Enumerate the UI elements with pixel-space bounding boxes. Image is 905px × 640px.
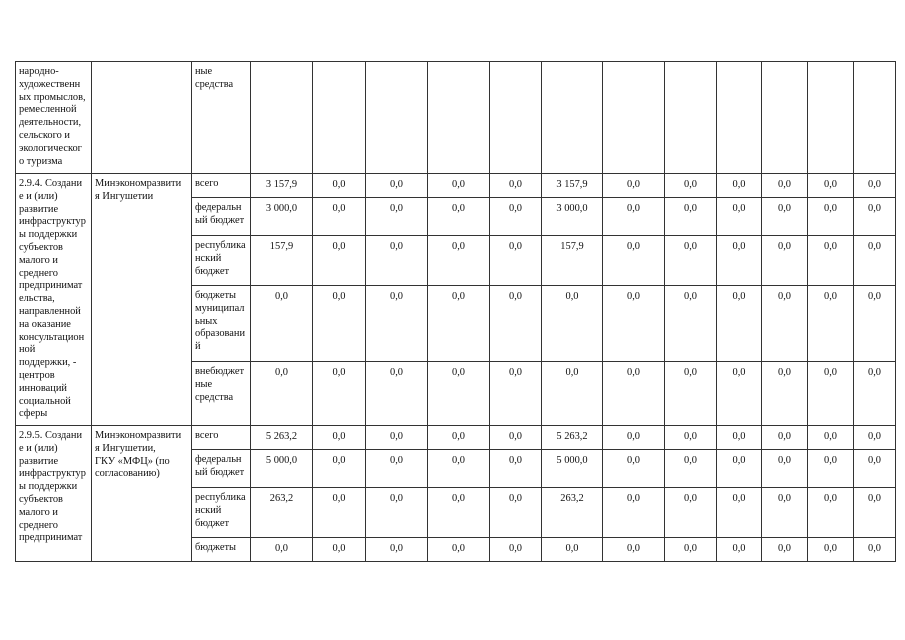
value-cell: 0,0 bbox=[428, 174, 490, 198]
funding-source-cell: всего bbox=[192, 174, 251, 198]
value-cell: 0,0 bbox=[603, 286, 665, 362]
value-cell: 0,0 bbox=[762, 538, 808, 562]
value-cell: 0,0 bbox=[313, 426, 366, 450]
value-cell: 0,0 bbox=[490, 362, 542, 426]
value-cell: 0,0 bbox=[717, 450, 762, 488]
value-cell: 0,0 bbox=[854, 198, 896, 236]
value-cell: 0,0 bbox=[717, 286, 762, 362]
value-cell: 0,0 bbox=[366, 174, 428, 198]
value-cell: 0,0 bbox=[854, 450, 896, 488]
value-cell: 0,0 bbox=[717, 198, 762, 236]
value-cell: 0,0 bbox=[665, 174, 717, 198]
funding-source-cell: федеральн ый бюджет bbox=[192, 198, 251, 236]
value-cell bbox=[366, 62, 428, 174]
funding-source-cell: республика нский бюджет bbox=[192, 488, 251, 538]
value-cell: 3 157,9 bbox=[251, 174, 313, 198]
value-cell: 0,0 bbox=[603, 174, 665, 198]
value-cell: 0,0 bbox=[366, 450, 428, 488]
funding-source-cell: федеральн ый бюджет bbox=[192, 450, 251, 488]
value-cell: 5 263,2 bbox=[251, 426, 313, 450]
value-cell: 263,2 bbox=[542, 488, 603, 538]
value-cell: 0,0 bbox=[762, 426, 808, 450]
value-cell bbox=[313, 62, 366, 174]
value-cell: 0,0 bbox=[603, 488, 665, 538]
value-cell: 0,0 bbox=[808, 426, 854, 450]
value-cell bbox=[251, 62, 313, 174]
executor-cell: Минэкономразвити я Ингушетии bbox=[92, 174, 192, 426]
value-cell: 0,0 bbox=[808, 174, 854, 198]
value-cell bbox=[542, 62, 603, 174]
value-cell: 0,0 bbox=[251, 286, 313, 362]
value-cell: 0,0 bbox=[366, 198, 428, 236]
value-cell bbox=[665, 62, 717, 174]
value-cell: 0,0 bbox=[808, 236, 854, 286]
value-cell: 0,0 bbox=[251, 538, 313, 562]
value-cell: 0,0 bbox=[717, 362, 762, 426]
value-cell: 0,0 bbox=[542, 538, 603, 562]
value-cell: 0,0 bbox=[251, 362, 313, 426]
value-cell bbox=[762, 62, 808, 174]
funding-source-cell: бюджеты bbox=[192, 538, 251, 562]
value-cell: 0,0 bbox=[603, 362, 665, 426]
budget-table bbox=[15, 61, 896, 562]
value-cell: 0,0 bbox=[490, 538, 542, 562]
table-body bbox=[16, 62, 896, 562]
value-cell: 0,0 bbox=[366, 236, 428, 286]
value-cell: 157,9 bbox=[542, 236, 603, 286]
value-cell: 5 000,0 bbox=[542, 450, 603, 488]
value-cell: 3 000,0 bbox=[251, 198, 313, 236]
value-cell: 5 000,0 bbox=[251, 450, 313, 488]
value-cell: 0,0 bbox=[313, 174, 366, 198]
value-cell: 263,2 bbox=[251, 488, 313, 538]
value-cell bbox=[717, 62, 762, 174]
value-cell: 0,0 bbox=[762, 174, 808, 198]
value-cell bbox=[808, 62, 854, 174]
value-cell bbox=[490, 62, 542, 174]
value-cell: 0,0 bbox=[762, 362, 808, 426]
value-cell: 0,0 bbox=[808, 286, 854, 362]
value-cell: 0,0 bbox=[313, 362, 366, 426]
value-cell: 0,0 bbox=[665, 286, 717, 362]
value-cell: 0,0 bbox=[665, 426, 717, 450]
value-cell: 0,0 bbox=[762, 236, 808, 286]
value-cell: 0,0 bbox=[428, 488, 490, 538]
value-cell: 0,0 bbox=[490, 426, 542, 450]
value-cell: 3 000,0 bbox=[542, 198, 603, 236]
value-cell: 0,0 bbox=[665, 236, 717, 286]
measure-name-cell: 2.9.4. Создани е и (или) развитие инфраструктур ы поддержки субъектов малого и среднего предпринимат ельства, направленной на оказание консультацион ной поддержки, - центров инноваций социальной сферы bbox=[16, 174, 92, 426]
value-cell: 0,0 bbox=[665, 488, 717, 538]
value-cell: 0,0 bbox=[808, 198, 854, 236]
value-cell: 0,0 bbox=[665, 362, 717, 426]
table-row bbox=[16, 174, 896, 198]
value-cell: 0,0 bbox=[762, 286, 808, 362]
value-cell: 0,0 bbox=[542, 362, 603, 426]
value-cell: 0,0 bbox=[762, 198, 808, 236]
value-cell: 0,0 bbox=[428, 426, 490, 450]
measure-name-cell: 2.9.5. Создани е и (или) развитие инфраструктур ы поддержки субъектов малого и среднего предпринимат bbox=[16, 426, 92, 562]
value-cell: 0,0 bbox=[854, 236, 896, 286]
value-cell: 0,0 bbox=[808, 538, 854, 562]
executor-cell bbox=[92, 62, 192, 174]
measure-name-cell: народно- художественн ых промыслов, ремесленной деятельности, сельского и экологическог о туризма bbox=[16, 62, 92, 174]
funding-source-cell: бюджеты муниципал ьных образовани й bbox=[192, 286, 251, 362]
value-cell: 0,0 bbox=[313, 236, 366, 286]
value-cell: 0,0 bbox=[313, 286, 366, 362]
value-cell: 157,9 bbox=[251, 236, 313, 286]
value-cell: 0,0 bbox=[366, 426, 428, 450]
value-cell: 0,0 bbox=[313, 198, 366, 236]
value-cell: 0,0 bbox=[366, 286, 428, 362]
value-cell: 0,0 bbox=[490, 450, 542, 488]
value-cell: 0,0 bbox=[428, 198, 490, 236]
value-cell bbox=[603, 62, 665, 174]
value-cell: 0,0 bbox=[366, 538, 428, 562]
value-cell: 0,0 bbox=[366, 362, 428, 426]
value-cell: 0,0 bbox=[854, 286, 896, 362]
value-cell: 0,0 bbox=[717, 174, 762, 198]
value-cell: 0,0 bbox=[313, 450, 366, 488]
executor-cell: Минэкономразвити я Ингушетии, ГКУ «МФЦ» (по согласованию) bbox=[92, 426, 192, 562]
value-cell: 0,0 bbox=[603, 538, 665, 562]
table-row bbox=[16, 62, 896, 174]
value-cell: 0,0 bbox=[762, 450, 808, 488]
value-cell: 0,0 bbox=[603, 198, 665, 236]
value-cell: 0,0 bbox=[603, 426, 665, 450]
value-cell: 0,0 bbox=[717, 236, 762, 286]
value-cell: 0,0 bbox=[665, 450, 717, 488]
value-cell: 0,0 bbox=[717, 538, 762, 562]
funding-source-cell: ные средства bbox=[192, 62, 251, 174]
value-cell: 0,0 bbox=[762, 488, 808, 538]
value-cell: 0,0 bbox=[490, 236, 542, 286]
value-cell: 0,0 bbox=[603, 236, 665, 286]
value-cell: 0,0 bbox=[808, 362, 854, 426]
value-cell: 0,0 bbox=[854, 426, 896, 450]
funding-source-cell: внебюджет ные средства bbox=[192, 362, 251, 426]
value-cell: 0,0 bbox=[717, 488, 762, 538]
value-cell: 0,0 bbox=[490, 488, 542, 538]
value-cell: 0,0 bbox=[490, 286, 542, 362]
table-row bbox=[16, 426, 896, 450]
funding-source-cell: всего bbox=[192, 426, 251, 450]
value-cell: 0,0 bbox=[428, 236, 490, 286]
value-cell: 0,0 bbox=[313, 488, 366, 538]
value-cell: 0,0 bbox=[665, 538, 717, 562]
value-cell: 5 263,2 bbox=[542, 426, 603, 450]
value-cell: 0,0 bbox=[490, 198, 542, 236]
value-cell: 0,0 bbox=[542, 286, 603, 362]
value-cell: 0,0 bbox=[428, 286, 490, 362]
value-cell: 0,0 bbox=[808, 450, 854, 488]
value-cell: 0,0 bbox=[854, 174, 896, 198]
value-cell: 0,0 bbox=[854, 538, 896, 562]
value-cell: 0,0 bbox=[808, 488, 854, 538]
value-cell: 0,0 bbox=[428, 362, 490, 426]
value-cell: 0,0 bbox=[313, 538, 366, 562]
value-cell: 0,0 bbox=[717, 426, 762, 450]
value-cell: 0,0 bbox=[428, 450, 490, 488]
value-cell: 0,0 bbox=[854, 362, 896, 426]
funding-source-cell: республика нский бюджет bbox=[192, 236, 251, 286]
value-cell: 0,0 bbox=[603, 450, 665, 488]
value-cell: 0,0 bbox=[366, 488, 428, 538]
value-cell: 0,0 bbox=[490, 174, 542, 198]
value-cell: 0,0 bbox=[854, 488, 896, 538]
value-cell bbox=[428, 62, 490, 174]
value-cell: 0,0 bbox=[665, 198, 717, 236]
value-cell: 3 157,9 bbox=[542, 174, 603, 198]
value-cell bbox=[854, 62, 896, 174]
value-cell: 0,0 bbox=[428, 538, 490, 562]
